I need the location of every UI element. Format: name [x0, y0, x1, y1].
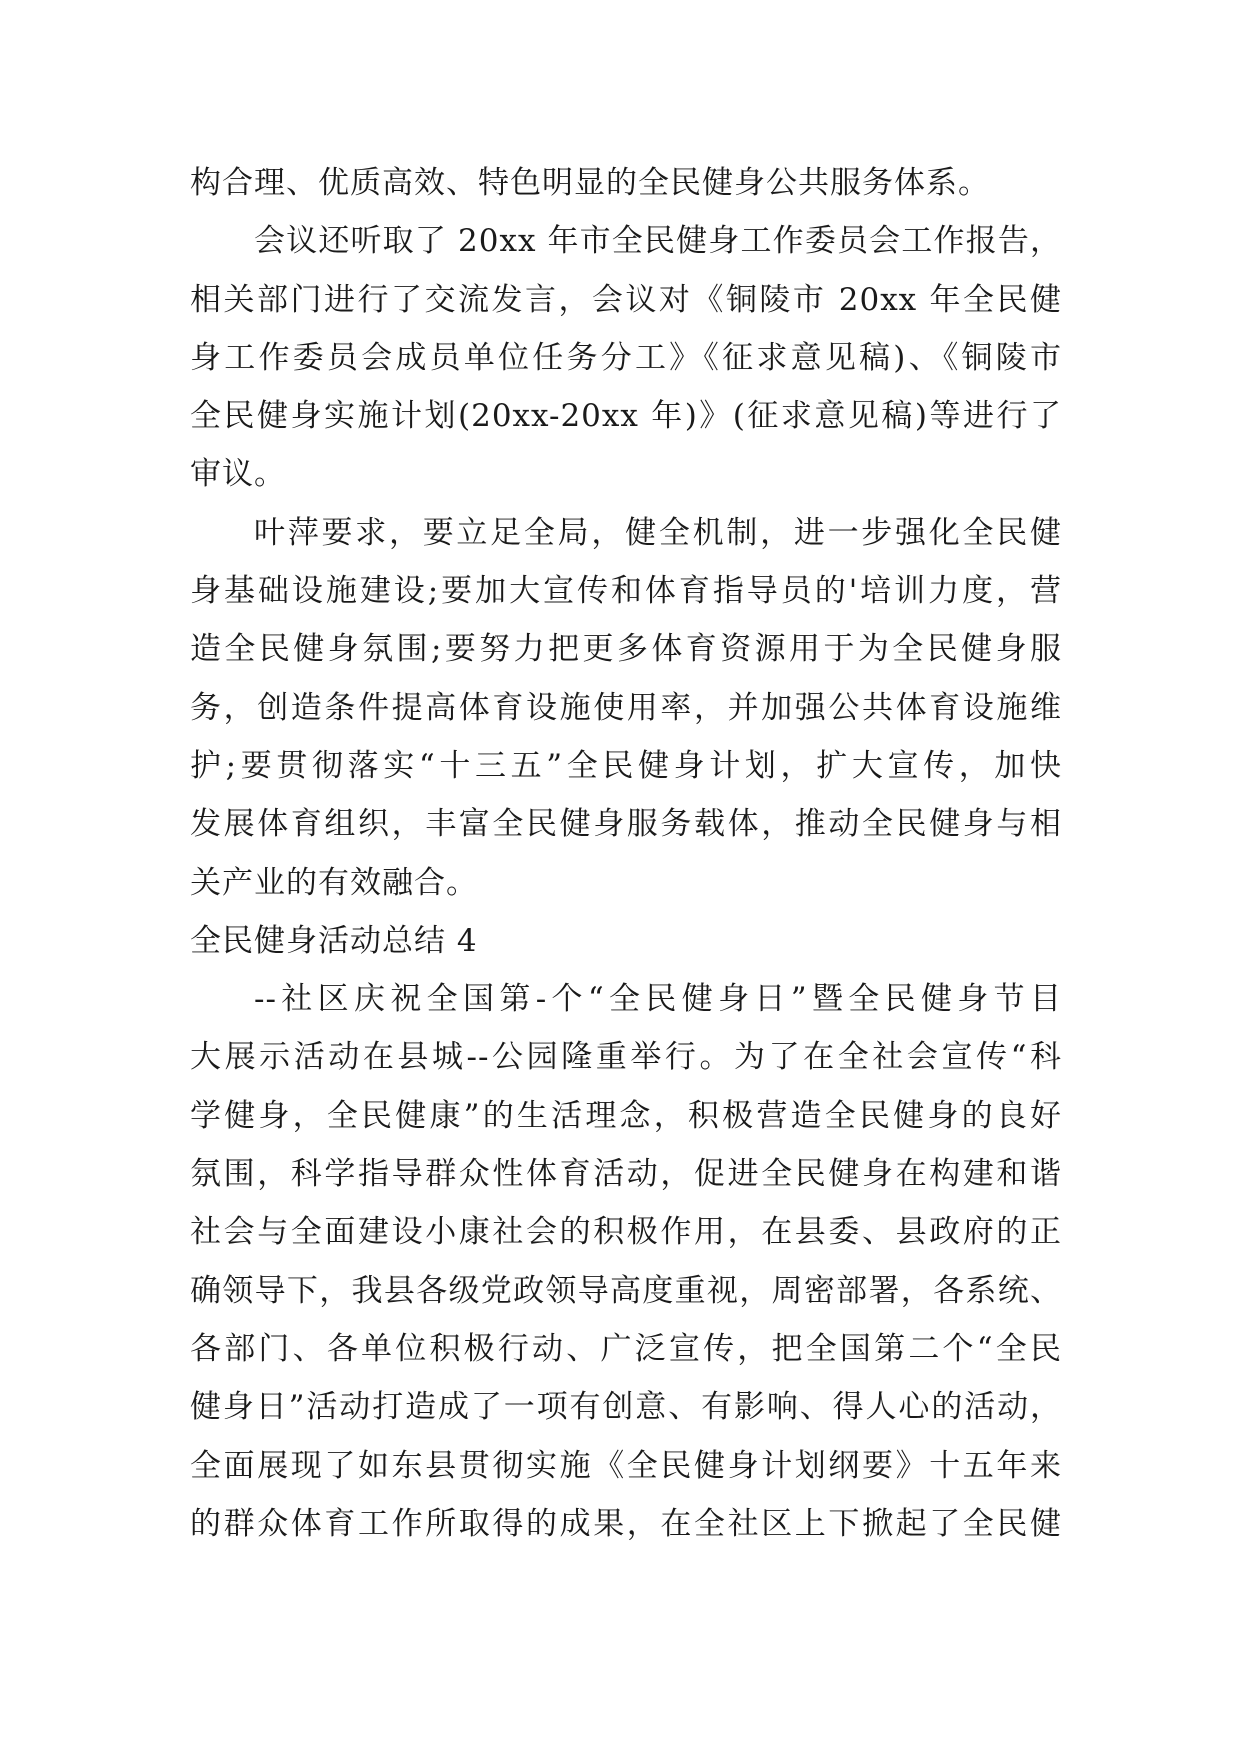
section-heading: 全民健身活动总结 4	[190, 922, 478, 959]
text-line: 社会与全面建设小康社会的积极作用，在县委、县政府的正	[190, 1214, 1062, 1251]
text-line: 相关部门进行了交流发言，会议对《铜陵市 20xx 年全民健	[190, 281, 1062, 318]
text-line: 叶萍要求，要立足全局，健全机制，进一步强化全民健	[254, 514, 1062, 551]
text-line: 大展示活动在县城--公园隆重举行。为了在全社会宣传“科	[190, 1039, 1062, 1076]
text-line: 审议。	[190, 456, 286, 493]
text-line: 全民健身实施计划(20xx-20xx 年)》(征求意见稿)等进行了	[190, 398, 1062, 435]
text-line: 确领导下，我县各级党政领导高度重视，周密部署，各系统、	[190, 1272, 1062, 1309]
text-line: 身基础设施建设;要加大宣传和体育指导员的'培训力度，营	[190, 573, 1062, 610]
text-line: 务，创造条件提高体育设施使用率，并加强公共体育设施维	[190, 689, 1062, 726]
text-line: 护;要贯彻落实“十三五”全民健身计划，扩大宣传，加快	[190, 747, 1062, 784]
text-line: 构合理、优质高效、特色明显的全民健身公共服务体系。	[190, 165, 990, 201]
text-line: 的群众体育工作所取得的成果，在全社区上下掀起了全民健	[190, 1505, 1062, 1542]
text-line: 健身日”活动打造成了一项有创意、有影响、得人心的活动，	[190, 1389, 1062, 1426]
text-line: 身工作委员会成员单位任务分工》《征求意见稿)、《铜陵市	[190, 339, 1062, 376]
text-line: 学健身，全民健康”的生活理念，积极营造全民健身的良好	[190, 1097, 1062, 1134]
text-line: --社区庆祝全国第-个“全民健身日”暨全民健身节目	[254, 981, 1062, 1018]
document-body	[190, 154, 1062, 1553]
text-line: 造全民健身氛围;要努力把更多体育资源用于为全民健身服	[190, 631, 1062, 668]
text-line: 发展体育组织，丰富全民健身服务载体，推动全民健身与相	[190, 806, 1062, 843]
text-line: 各部门、各单位积极行动、广泛宣传，把全国第二个“全民	[190, 1330, 1062, 1367]
text-line: 全面展现了如东县贯彻实施《全民健身计划纲要》十五年来	[190, 1447, 1062, 1484]
text-line: 氛围，科学指导群众性体育活动，促进全民健身在构建和谐	[190, 1156, 1062, 1193]
text-line: 会议还听取了 20xx 年市全民健身工作委员会工作报告，	[254, 223, 1062, 260]
text-line: 关产业的有效融合。	[190, 864, 478, 901]
